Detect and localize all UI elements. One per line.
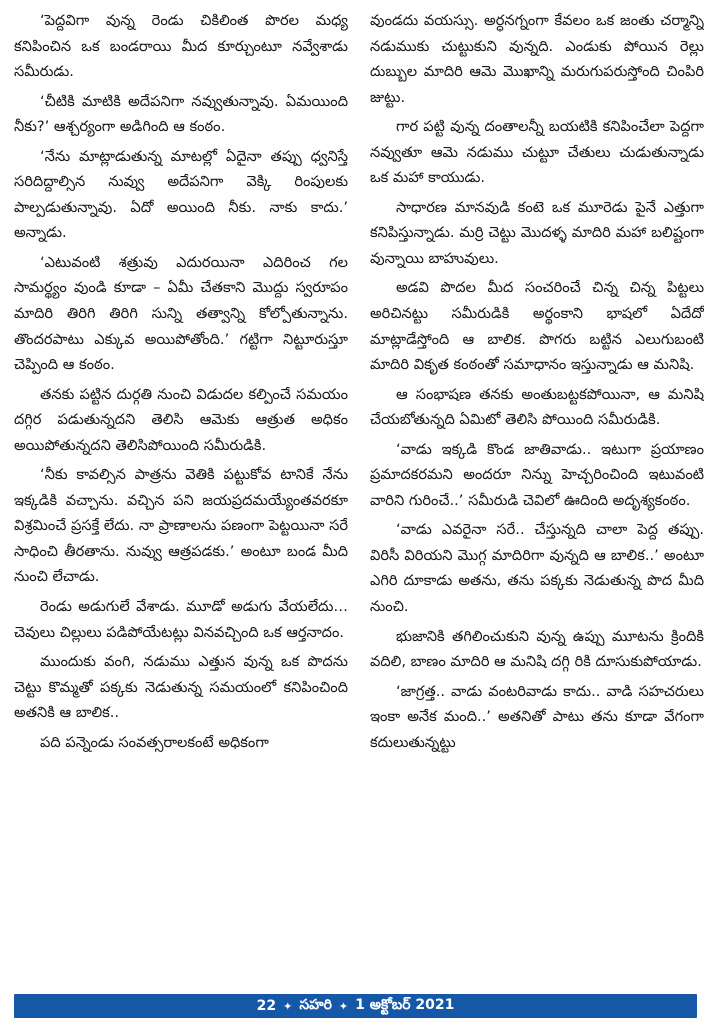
issue-date: 1 అక్టోబర్ 2021	[355, 996, 455, 1013]
paragraph: ఆ సంభాషణ తనకు అంతుబట్టకపోయినా, ఆ మనిషి చేయబోతున్నది ఏమిటో తెలిసి పోయింది సమీరుడికి.	[370, 385, 704, 429]
paragraph: రెండు అడుగులే వేశాడు. మూడో అడుగు వేయలేదు… చెవులు చిల్లులు పడిపోయేటట్లు వినవచ్చింది ఒక ఆర్తనాదం.	[14, 598, 348, 641]
paragraph: పది పన్నెండు సంవత్సరాలకంటే అధికంగా	[40, 733, 269, 751]
left-column	[14, 8, 348, 984]
paragraph: ‘జాగ్రత్త.. వాడు వంటరివాడు కాదు.. వాడి సహచరులు ఇంకా అనేక మంది..’ అతనితో పాటు తను కూడా వేగంగా కదులుతున్నట్టు	[370, 682, 704, 751]
paragraph-continued: వుండదు వయస్సు. అర్ధనగ్నంగా కేవలం ఒక జంతు చర్మాన్ని నడుముకు చుట్టుకుని వున్నది. ఎండుకు పోయిన రెల్లు దుబ్బుల మాదిరి ఆమె మొఖాన్ని మరుగుపరుస్తోంది చింపిరి జుట్టు.	[370, 12, 704, 106]
paragraph: భుజానికి తగిలించుకుని వున్న ఉప్పు మూటను క్రిందికి వదిలి, బాణం మాదిరి ఆ మనిషి దగ్గి రికి దూసుకుపోయాడు.	[370, 627, 704, 671]
paragraph: ‘పెద్దవిగా వున్న రెండు చికిలింత పొరల మధ్య కనిపించిన ఒక బండరాయి మీద కూర్చుంటూ నవ్వేశాడు సమీరుడు.	[14, 12, 348, 81]
paragraph: అడవి పొదల మీద సంచరించే చిన్న చిన్న పిట్టలు అరిచినట్టు సమీరుడికి అర్థంకాని భాషలో ఏదేదో మాట్లాడేస్తోంది ఆ బాలిక. పొగరు బట్టిన ఎలుగుబంటి మాదిరి వికృత కంఠంతో సమాధానం ఇస్తున్నాడు ఆ మనిషి.	[370, 279, 704, 374]
magazine-name: సహరి	[299, 996, 332, 1013]
star-icon: ✦	[338, 999, 349, 1013]
paragraph: ‘ఎటువంటి శత్రువు ఎదురయినా ఎదిరించ గల సామర్థ్యం వుండి కూడా – ఏమీ చేతకాని మొద్దు స్వరూపం మాదిరి తిరిగి తిరిగి సున్ని తత్వాన్ని కోల్పోతున్నాను. తొందరపాటు ఎక్కువ అయిపోతోంది.’ గట్టిగా నిట్టూరుస్తూ చెప్పింది ఆ కంఠం.	[14, 253, 348, 374]
paragraph: ‘వాడు ఎవరైనా సరే.. చేస్తున్నది చాలా పెద్ద తప్పు. విరిసీ విరియని మొగ్గ మాదిరిగా వున్నది ఆ బాలిక..’ అంటూ ఎగిరి దూకాడు అతను, తను పక్కకు నెడుతున్న పొద మీది నుంచి.	[370, 521, 704, 616]
page-number: 22	[256, 998, 277, 1014]
paragraph: ‘నీకు కావల్సిన పాత్రను వెతికి పట్టుకోవ టానికే నేను ఇక్కడికి వచ్చాను. వచ్చిన పని జయప్రదమయ్యేంతవరకూ విశ్రమించే ప్రసక్తే లేదు. నా ప్రాణాలను పణంగా పెట్టయినా సరే సాధించి తీరతాను. నువ్వు ఆత్రపడకు.’ అంటూ బండ మీది నుంచి లేచాడు.	[14, 466, 348, 586]
paragraph: ‘వాడు ఇక్కడి కొండ జాతివాడు.. ఇటుగా ప్రయాణం ప్రమాదకరమని అందరూ నిన్ను హెచ్చరించింది ఇటువంటి వారిని గురించే..’ సమీరుడి చెవిలో ఊదింది అదృశ్యకంఠం.	[370, 440, 704, 509]
paragraph: ‘నేను మాట్లాడుతున్న మాటల్లో ఏదైనా తప్పు ధ్వనిస్తే సరిదిద్దాల్సిన నువ్వు అదేపనిగా వెక్కి రింపులకు పాల్పడుతున్నావు. ఏదో అయింది నీకు. నాకు కాదు.’ అన్నాడు.	[14, 147, 348, 242]
paragraph: తనకు పట్టిన దుర్గతి నుంచి విడుదల కల్పించే సమయం దగ్గిర పడుతున్నదని తెలిసి ఆమెకు ఆత్రుత అధికం అయిపోతున్నదని తెలిసిపోయింది సమీరుడికి.	[14, 385, 348, 454]
page-footer	[14, 994, 697, 1018]
paragraph: ‘చీటికి మాటికి అదేపనిగా నవ్వుతున్నావు. ఏమయింది నీకు?’ ఆశ్చర్యంగా అడిగింది ఆ కంఠం.	[14, 92, 348, 136]
paragraph: ముందుకు వంగి, నడుము ఎత్తున వున్న ఒక పొదను చెట్టు కొమ్మతో పక్కకు నెడుతున్న సమయంలో కనిపించింది అతనికి ఆ బాలిక..	[14, 653, 348, 722]
right-column	[370, 8, 704, 984]
paragraph: గార పట్టి వున్న దంతాలన్నీ బయటికి కనిపించేలా పెద్దగా నవ్వుతూ ఆమె నడుము చుట్టూ చేతులు చుడుతున్నాడు ఒక మహా కాయుడు.	[370, 118, 704, 187]
paragraph: సాధారణ మానవుడి కంటె ఒక మూరెడు పైనే ఎత్తుగా కనిపిస్తున్నాడు. మర్రి చెట్టు మొదళ్ళ మాదిరి మహా బలిష్టంగా వున్నాయి బాహువులు.	[370, 198, 704, 267]
star-icon: ✦	[283, 999, 293, 1013]
